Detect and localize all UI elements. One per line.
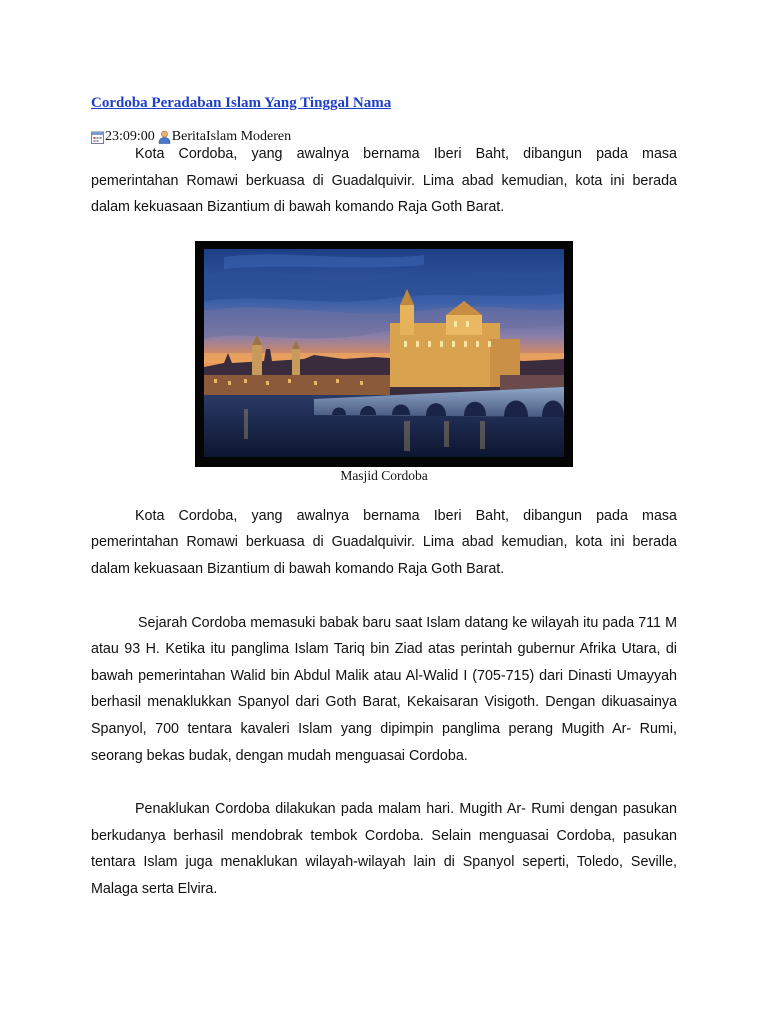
article-title-link[interactable]: Cordoba Peradaban Islam Yang Tinggal Nama xyxy=(91,95,392,111)
cordoba-mosque-photo xyxy=(204,249,564,457)
calendar-icon xyxy=(91,131,104,144)
figure-caption: Masjid Cordoba xyxy=(340,467,428,483)
article-paragraph: Kota Cordoba, yang awalnya bernama Iberi Baht, dibangun pada masa pemerintahan Romawi berkuasa di Guadalquivir. Lima abad kemudian, kota ini berada dalam kekuasaan Bizantium di bawah komando Raja Goth Barat. xyxy=(91,146,677,216)
article-paragraph: Sejarah Cordoba memasuki babak baru saat Islam datang ke wilayah itu pada 711 M atau 93 H. Ketika itu panglima Islam Tariq bin Ziad atas perintah gubernur Afrika Utara, di bawah pemerintahan Walid bin Abdul Malik atau Al-Walid I (705-715) dari Dinasti Umayyah berhasil menaklukkan Spanyol dari Goth Barat, Kekaisaran Visigoth. Dengan dikuasainya Spanyol, 700 tentara kavaleri Islam yang dipimpin panglima perang Mugith Ar- Rumi, seorang bekas budak, dengan mudah menguasai Cordoba. xyxy=(91,614,677,764)
article-paragraph: Penaklukan Cordoba dilakukan pada malam hari. Mugith Ar- Rumi dengan pasukan berkudanya berhasil mendobrak tembok Cordoba. Selain menguasai Cordoba, pasukan tentara Islam juga menaklukan wilayah-wilayah lain di Spanyol seperti, Toledo, Seville, Malaga serta Elvira. xyxy=(91,801,677,897)
photo-frame xyxy=(195,241,573,467)
article-paragraph: Kota Cordoba, yang awalnya bernama Iberi Baht, dibangun pada masa pemerintahan Romawi berkuasa di Guadalquivir. Lima abad kemudian, kota ini berada dalam kekuasaan Bizantium di bawah komando Raja Goth Barat. xyxy=(91,507,677,577)
article-figure xyxy=(195,241,573,485)
post-category-link[interactable]: BeritaIslam Moderen xyxy=(171,129,292,144)
article xyxy=(91,92,677,903)
post-time: 23:09:00 xyxy=(105,129,155,144)
